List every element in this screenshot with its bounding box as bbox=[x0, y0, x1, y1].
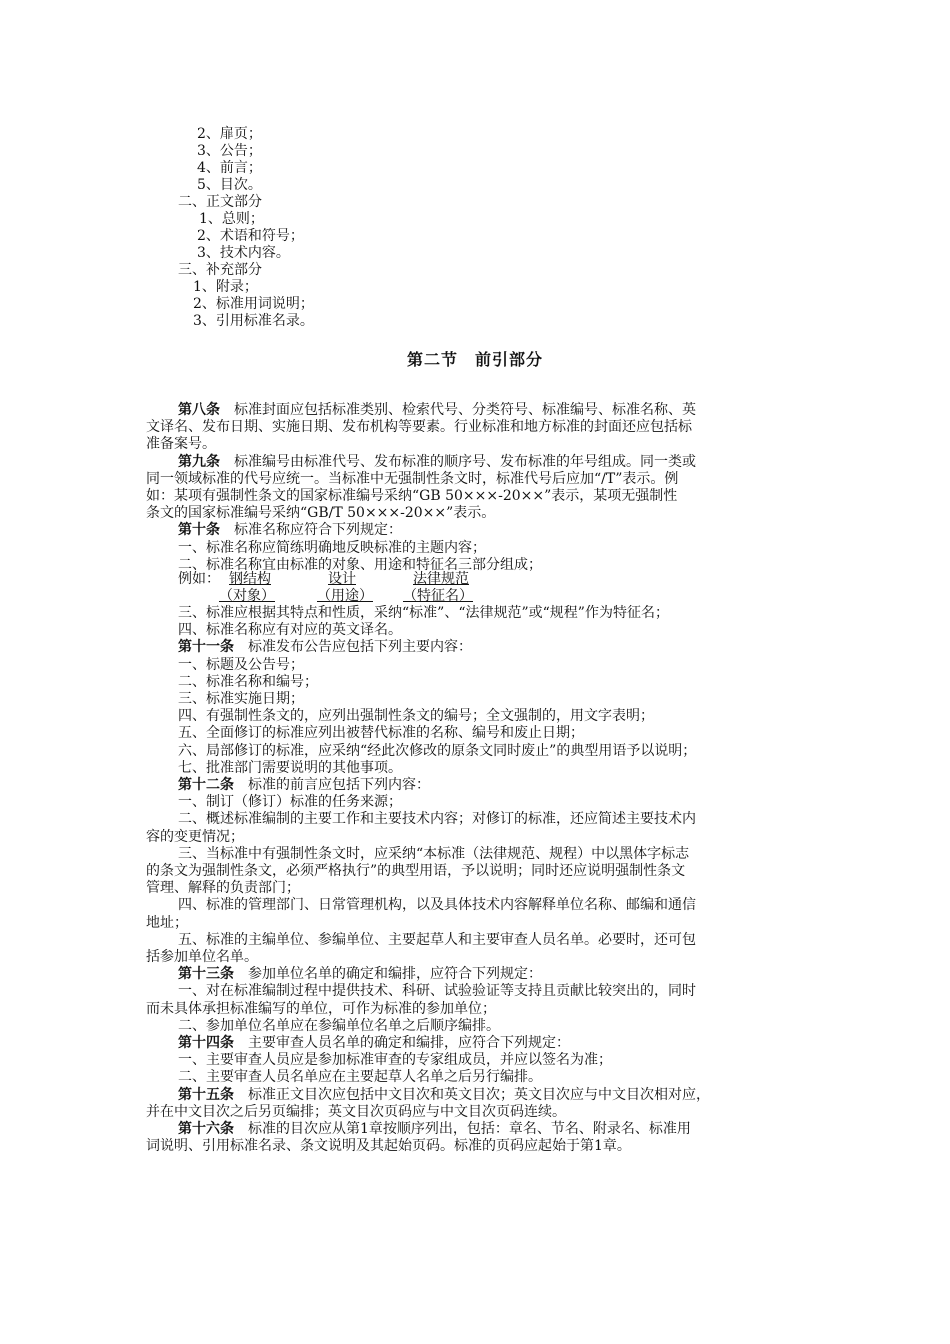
example-word-feature: 法律规范 bbox=[413, 571, 469, 587]
outline-heading: 二、正文部分 bbox=[178, 194, 262, 210]
article-line bbox=[178, 1087, 710, 1104]
body-line bbox=[178, 983, 696, 1000]
article-number: 第十二条 bbox=[178, 777, 234, 793]
line-text: 一、对在标准编制过程中提供技术、科研、试验验证等支持且贡献比较突出的，同时 bbox=[178, 983, 696, 1000]
line-text: 文译名、发布日期、实施日期、发布机构等要素。行业标准和地方标准的封面还应包括标 bbox=[146, 419, 692, 436]
line-text: 四、标准名称应有对应的英文译名。 bbox=[178, 622, 402, 639]
body-line bbox=[178, 794, 402, 811]
line-text: 二、标准名称宜由标准的对象、用途和特征名三部分组成； bbox=[178, 556, 542, 573]
body-line bbox=[178, 897, 696, 914]
article-line bbox=[178, 966, 542, 983]
article-line bbox=[178, 454, 696, 471]
body-line bbox=[178, 846, 689, 863]
outline-item: 3、技术内容。 bbox=[197, 245, 290, 261]
line-text: 标准正文目次应包括中文目次和英文目次；英文目次应与中文目次相对应， bbox=[234, 1086, 710, 1103]
article-line bbox=[178, 1121, 691, 1138]
body-line bbox=[178, 691, 304, 708]
outline-item: 3、公告； bbox=[197, 143, 262, 159]
outline-heading: 三、补充部分 bbox=[178, 262, 262, 278]
body-line bbox=[146, 1001, 496, 1018]
line-text: 二、概述标准编制的主要工作和主要技术内容；对修订的标准，还应简述主要技术内 bbox=[178, 811, 696, 828]
article-line bbox=[178, 522, 402, 539]
line-text: 标准的前言应包括下列内容： bbox=[234, 777, 430, 793]
line-text: 四、有强制性条文的，应列出强制性条文的编号；全文强制的，用文字表明； bbox=[178, 708, 654, 725]
example-word-use: 设计 bbox=[328, 571, 356, 587]
article-number: 第九条 bbox=[178, 453, 220, 470]
outline-item: 1、总则； bbox=[199, 211, 264, 227]
line-text: 词说明、引用标准名录、条文说明及其起始页码。标准的页码应起始于第1章。 bbox=[146, 1138, 631, 1155]
line-text: 三、当标准中有强制性条文时，应采纳“本标准（法律规范、规程）中以黑体字标志 bbox=[178, 845, 690, 862]
body-line bbox=[178, 605, 669, 622]
article-line bbox=[178, 402, 696, 419]
body-line bbox=[146, 505, 495, 522]
line-text: 同一领域标准的代号应统一。当标准中无强制性条文时，标准代号后应加“/T”表示。例 bbox=[146, 470, 679, 487]
body-line bbox=[178, 1018, 500, 1035]
body-line bbox=[146, 436, 216, 453]
line-text: 如：某项有强制性条文的国家标准编号采纳“GB 50×××-20××”表示，某项无强制性 bbox=[146, 488, 678, 504]
article-number: 第八条 bbox=[178, 402, 220, 418]
example-word-object: 钢结构 bbox=[229, 571, 271, 587]
line-text: 标准编号由标准代号、发布标准的顺序号、发布标准的年号组成。同一类或 bbox=[220, 453, 696, 470]
line-text: 五、标准的主编单位、参编单位、主要起草人和主要审查人员名单。必要时，还可包 bbox=[178, 931, 696, 948]
article-number: 第十五条 bbox=[178, 1086, 234, 1103]
body-line bbox=[178, 540, 486, 557]
line-text: 的条文为强制性条文，必须严格执行”的典型用语，予以说明；同时还应说明强制性条文 bbox=[146, 863, 686, 879]
line-text: 标准名称应符合下列规定： bbox=[220, 522, 402, 539]
line-text: 准备案号。 bbox=[146, 436, 216, 453]
body-line bbox=[178, 743, 696, 760]
outline-item: 2、扉页； bbox=[197, 126, 262, 142]
body-line bbox=[146, 471, 678, 488]
article-number: 第十六条 bbox=[178, 1121, 234, 1137]
body-line bbox=[178, 811, 696, 828]
body-line bbox=[178, 622, 402, 639]
article-number: 第十三条 bbox=[178, 966, 234, 983]
line-text: 标准发布公告应包括下列主要内容： bbox=[234, 639, 472, 656]
line-text: 地址； bbox=[146, 914, 188, 931]
body-line bbox=[178, 760, 402, 777]
line-text: 主要审查人员名单的确定和编排，应符合下列规定： bbox=[234, 1035, 570, 1051]
line-text: 一、标准名称应简练明确地反映标准的主题内容； bbox=[178, 539, 486, 556]
line-text: 六、局部修订的标准，应采纳“经此次修改的原条文同时废止”的典型用语予以说明； bbox=[178, 742, 697, 759]
line-text: 括参加单位名单。 bbox=[146, 949, 258, 965]
line-text: 一、制订（修订）标准的任务来源； bbox=[178, 794, 402, 811]
body-line bbox=[178, 708, 654, 725]
body-line bbox=[146, 829, 244, 846]
example-note-use: （用途） bbox=[317, 588, 373, 604]
line-text: 二、标准名称和编号； bbox=[178, 673, 318, 690]
example-note-object: （对象） bbox=[219, 588, 275, 604]
section-title: 第二节 前引部分 bbox=[406, 350, 543, 369]
line-text: 七、批准部门需要说明的其他事项。 bbox=[178, 759, 402, 776]
line-text: 一、标题及公告号； bbox=[178, 656, 304, 673]
body-line bbox=[146, 488, 677, 505]
outline-item: 4、前言； bbox=[197, 160, 262, 176]
line-text: 三、标准实施日期； bbox=[178, 691, 304, 707]
line-text: 而未具体承担标准编写的单位，可作为标准的参加单位； bbox=[146, 1000, 496, 1017]
body-line bbox=[178, 932, 696, 949]
example-note-feature: （特征名） bbox=[403, 588, 473, 604]
line-text: 标准封面应包括标准类别、检索代号、分类符号、标准编号、标准名称、英 bbox=[220, 402, 696, 418]
outline-item: 2、标准用词说明； bbox=[193, 296, 314, 312]
body-line bbox=[178, 725, 584, 742]
body-line bbox=[178, 674, 318, 691]
outline-item: 2、术语和符号； bbox=[197, 228, 304, 244]
body-line bbox=[146, 949, 258, 966]
body-line bbox=[146, 419, 692, 436]
body-line bbox=[146, 880, 300, 897]
line-text: 四、标准的管理部门、日常管理机构，以及具体技术内容解释单位名称、邮编和通信 bbox=[178, 897, 696, 914]
body-line bbox=[146, 915, 188, 932]
line-text: 条文的国家标准编号采纳“GB/T 50×××-20××”表示。 bbox=[146, 505, 496, 522]
line-text: 五、全面修订的标准应列出被替代标准的名称、编号和废止日期； bbox=[178, 725, 584, 742]
line-text: 一、主要审查人员应是参加标准审查的专家组成员，并应以签名为准； bbox=[178, 1052, 612, 1069]
line-text: 二、参加单位名单应在参编单位名单之后顺序编排。 bbox=[178, 1017, 500, 1034]
line-text: 管理、解释的负责部门； bbox=[146, 880, 300, 897]
body-line bbox=[178, 1069, 542, 1086]
article-line bbox=[178, 639, 472, 656]
body-line bbox=[146, 1104, 566, 1121]
article-number: 第十一条 bbox=[178, 639, 234, 656]
article-number: 第十条 bbox=[178, 522, 220, 539]
body-line bbox=[178, 1052, 612, 1069]
outline-item: 3、引用标准名录。 bbox=[193, 313, 314, 329]
article-line bbox=[178, 1035, 570, 1052]
line-text: 容的变更情况； bbox=[146, 828, 244, 845]
line-text: 二、主要审查人员名单应在主要起草人名单之后另行编排。 bbox=[178, 1069, 542, 1086]
line-text: 三、标准应根据其特点和性质，采纳“标准”、“法律规范”或“规程”作为特征名； bbox=[178, 605, 669, 621]
body-line bbox=[146, 863, 685, 880]
body-line bbox=[178, 657, 304, 674]
article-number: 第十四条 bbox=[178, 1035, 234, 1051]
body-line bbox=[146, 1138, 631, 1155]
line-text: 并在中文目次之后另页编排；英文目次页码应与中文目次页码连续。 bbox=[146, 1103, 566, 1120]
outline-item: 1、附录； bbox=[193, 279, 258, 295]
example-prefix: 例如： bbox=[178, 571, 220, 587]
line-text: 参加单位名单的确定和编排，应符合下列规定： bbox=[234, 966, 542, 983]
outline-item: 5、目次。 bbox=[197, 177, 262, 193]
line-text: 标准的目次应从第1章按顺序列出，包括：章名、节名、附录名、标准用 bbox=[234, 1121, 691, 1137]
article-line bbox=[178, 777, 430, 794]
